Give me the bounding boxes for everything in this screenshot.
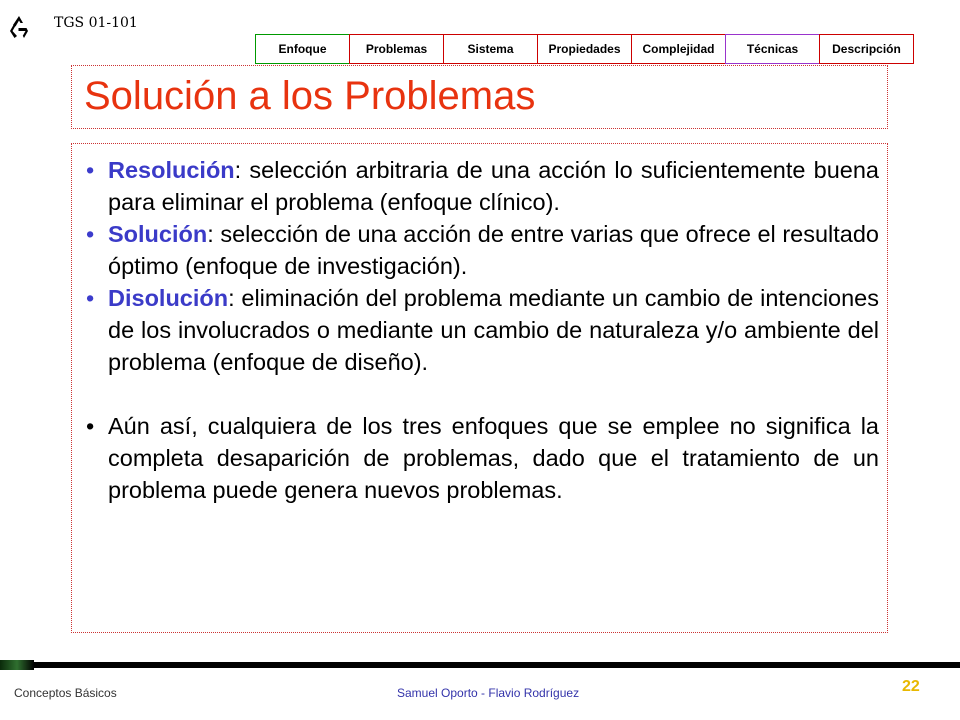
title-box xyxy=(71,65,888,129)
tab-tecnicas[interactable]: Técnicas xyxy=(725,34,820,64)
footer-authors: Samuel Oporto - Flavio Rodríguez xyxy=(397,686,580,700)
footer-divider xyxy=(0,662,960,668)
bullet-solucion xyxy=(86,218,879,282)
page-number: 22 xyxy=(902,678,920,695)
bullet-term: Solución xyxy=(108,221,208,247)
nav-tabs xyxy=(256,34,914,64)
footer-accent xyxy=(0,660,34,670)
bullet-dot-icon: • xyxy=(86,413,95,439)
bullet-text: : selección arbitraria de una acción lo suficientemente buena para eliminar el problema (enfoque clínico). xyxy=(108,157,879,215)
tab-sistema[interactable]: Sistema xyxy=(443,34,538,64)
bullet-term: Disolución xyxy=(108,285,229,311)
course-code: TGS 01-101 xyxy=(54,15,138,31)
bullet-disolucion xyxy=(86,282,879,378)
tab-descripcion[interactable]: Descripción xyxy=(819,34,914,64)
footer-topic: Conceptos Básicos xyxy=(14,686,117,700)
bullet-text: Aún así, cualquiera de los tres enfoques que se emplee no significa la completa desaparición de problemas, dado que el tratamiento de un problema puede genera nuevos problemas. xyxy=(108,413,879,503)
bullet-dot-icon: • xyxy=(86,221,95,247)
bullet-list xyxy=(72,144,887,506)
bullet-resolucion xyxy=(86,154,879,218)
slide-title: Solución a los Problemas xyxy=(84,74,536,118)
content-box xyxy=(71,143,888,633)
bullet-text: : selección de una acción de entre varias que ofrece el resultado óptimo (enfoque de investigación). xyxy=(108,221,879,279)
bullet-term: Resolución xyxy=(108,157,235,183)
tab-problemas[interactable]: Problemas xyxy=(349,34,444,64)
bullet-dot-icon: • xyxy=(86,157,95,183)
tab-propiedades[interactable]: Propiedades xyxy=(537,34,632,64)
tab-complejidad[interactable]: Complejidad xyxy=(631,34,726,64)
recycle-icon xyxy=(6,14,32,40)
bullet-text: : eliminación del problema mediante un cambio de intenciones de los involucrados o mediante un cambio de naturaleza y/o ambiente del problema (enfoque de diseño). xyxy=(108,285,879,375)
bullet-conclusion xyxy=(86,410,879,506)
tab-enfoque[interactable]: Enfoque xyxy=(255,34,350,64)
bullet-dot-icon: • xyxy=(86,285,95,311)
